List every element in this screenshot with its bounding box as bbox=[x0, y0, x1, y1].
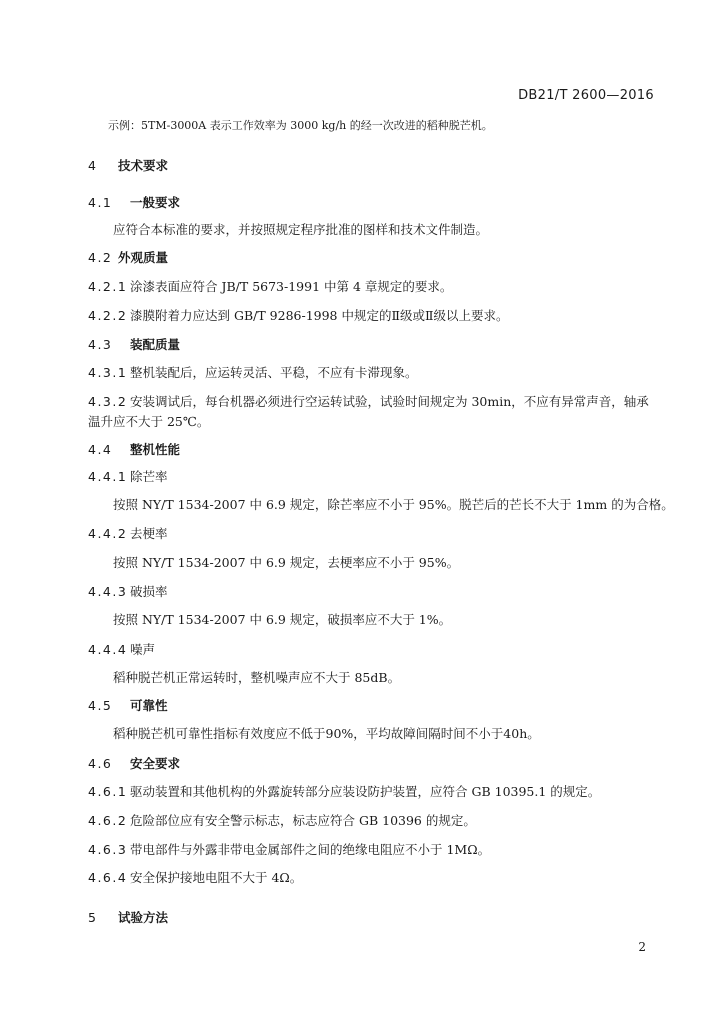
section-title: 试验方法 bbox=[118, 910, 169, 925]
section-number: 4.1 bbox=[88, 195, 113, 210]
clause-number: 4.2.1 bbox=[88, 279, 128, 294]
section-4-5-body: 稻种脱芒机可靠性指标有效度应不低于90%，平均故障间隔时间不小于40h。 bbox=[113, 726, 540, 741]
clause-4-3-2 bbox=[88, 392, 652, 432]
clause-number: 4.6.3 bbox=[88, 842, 128, 857]
clause-4-4-2 bbox=[88, 524, 652, 544]
clause-text: 破损率 bbox=[130, 584, 168, 599]
section-number: 5 bbox=[88, 910, 98, 925]
clause-number: 4.6.4 bbox=[88, 870, 128, 885]
clause-4-4-1 bbox=[88, 467, 652, 487]
clause-4-4-3-body: 按照 NY/T 1534-2007 中 6.9 规定，破损率应不大于 1%。 bbox=[113, 612, 452, 627]
clause-4-6-2 bbox=[88, 811, 652, 831]
clause-4-2-2 bbox=[88, 306, 652, 326]
clause-text: 带电部件与外露非带电金属部件之间的绝缘电阻应不小于 1MΩ。 bbox=[130, 842, 491, 857]
section-number: 4.5 bbox=[88, 698, 113, 713]
section-4-6-heading bbox=[88, 754, 652, 774]
section-title: 外观质量 bbox=[118, 250, 169, 265]
section-number: 4.2 bbox=[88, 250, 113, 265]
clause-4-6-1 bbox=[88, 782, 652, 802]
section-4-1-heading bbox=[88, 193, 652, 213]
example-note: 示例：5TM-3000A 表示工作效率为 3000 kg/h 的经一次改进的稻种脱芒机。 bbox=[108, 119, 493, 132]
document-code: DB21/T 2600—2016 bbox=[518, 88, 654, 103]
clause-text: 整机装配后，应运转灵活、平稳，不应有卡滞现象。 bbox=[130, 365, 418, 380]
clause-text: 涂漆表面应符合 JB/T 5673-1991 中第 4 章规定的要求。 bbox=[130, 279, 453, 294]
clause-number: 4.4.2 bbox=[88, 526, 128, 541]
clause-4-2-1 bbox=[88, 277, 652, 297]
clause-text: 安装调试后，每台机器必须进行空运转试验，试验时间规定为 30min，不应有异常声音，轴承温升应不大于 25℃。 bbox=[88, 394, 649, 429]
clause-number: 4.4.3 bbox=[88, 584, 128, 599]
page-number: 2 bbox=[638, 940, 646, 954]
section-title: 可靠性 bbox=[130, 698, 168, 713]
section-4-2-heading bbox=[88, 248, 652, 268]
section-4-1-body: 应符合本标准的要求，并按照规定程序批准的图样和技术文件制造。 bbox=[113, 222, 489, 237]
clause-text: 驱动装置和其他机构的外露旋转部分应装设防护装置，应符合 GB 10395.1 的规定。 bbox=[130, 784, 601, 799]
section-title: 安全要求 bbox=[130, 756, 181, 771]
section-4-heading bbox=[88, 156, 652, 176]
clause-text: 漆膜附着力应达到 GB/T 9286-1998 中规定的Ⅱ级或Ⅱ级以上要求。 bbox=[130, 308, 509, 323]
clause-text: 去梗率 bbox=[130, 526, 168, 541]
section-title: 整机性能 bbox=[130, 442, 181, 457]
clause-text: 噪声 bbox=[130, 642, 156, 657]
clause-number: 4.4.4 bbox=[88, 642, 128, 657]
section-4-4-heading bbox=[88, 440, 652, 460]
clause-text: 除芒率 bbox=[130, 469, 168, 484]
clause-4-4-2-body: 按照 NY/T 1534-2007 中 6.9 规定，去梗率应不小于 95%。 bbox=[113, 555, 460, 570]
section-number: 4.3 bbox=[88, 337, 113, 352]
clause-text: 危险部位应有安全警示标志，标志应符合 GB 10396 的规定。 bbox=[130, 813, 476, 828]
clause-text: 安全保护接地电阻不大于 4Ω。 bbox=[130, 870, 303, 885]
clause-4-6-4 bbox=[88, 868, 652, 888]
section-number: 4.4 bbox=[88, 442, 113, 457]
clause-4-4-4-body: 稻种脱芒机正常运转时，整机噪声应不大于 85dB。 bbox=[113, 670, 401, 685]
clause-number: 4.3.1 bbox=[88, 365, 128, 380]
section-title: 装配质量 bbox=[130, 337, 181, 352]
section-5-heading bbox=[88, 908, 652, 928]
clause-4-6-3 bbox=[88, 840, 652, 860]
clause-4-4-1-body: 按照 NY/T 1534-2007 中 6.9 规定，除芒率应不小于 95%。脱芒后的芒长不大于 1mm 的为合格。 bbox=[113, 497, 674, 512]
section-title: 技术要求 bbox=[118, 158, 169, 173]
section-title: 一般要求 bbox=[130, 195, 181, 210]
clause-number: 4.3.2 bbox=[88, 394, 128, 409]
section-4-5-heading bbox=[88, 696, 652, 716]
section-number: 4.6 bbox=[88, 756, 113, 771]
clause-4-4-4 bbox=[88, 640, 652, 660]
clause-number: 4.4.1 bbox=[88, 469, 128, 484]
clause-4-3-1 bbox=[88, 363, 652, 383]
clause-number: 4.6.1 bbox=[88, 784, 128, 799]
clause-number: 4.6.2 bbox=[88, 813, 128, 828]
clause-4-4-3 bbox=[88, 582, 652, 602]
section-4-3-heading bbox=[88, 335, 652, 355]
clause-number: 4.2.2 bbox=[88, 308, 128, 323]
section-number: 4 bbox=[88, 158, 98, 173]
